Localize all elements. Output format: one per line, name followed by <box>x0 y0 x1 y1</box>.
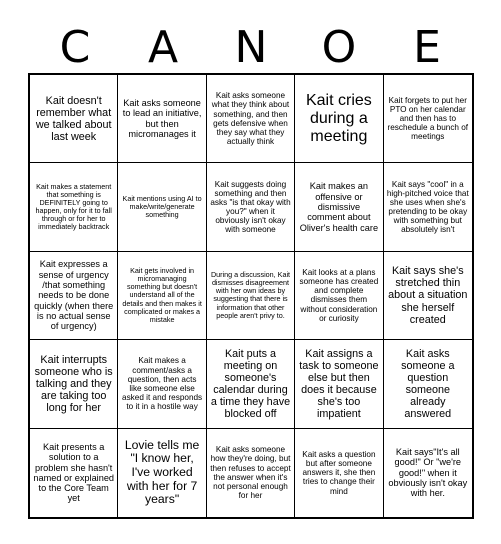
header-letter-n: N <box>234 22 268 73</box>
bingo-header <box>31 22 471 73</box>
bingo-cell[interactable]: Kait makes a statement that something is DEFINITELY going to happen, only for it to fall through or for her to immediately backtrack <box>30 163 118 251</box>
header-letter-a: A <box>147 22 179 73</box>
bingo-cell[interactable]: Kait asks someone to lead an initiative, but then micromanages it <box>118 75 206 163</box>
bingo-cell[interactable]: Kait asks someone what they think about something, and then gets defensive when they say what they actually think <box>207 75 295 163</box>
bingo-board <box>28 73 474 519</box>
bingo-cell[interactable]: Kait says"It's all good!" Or "we're good!" when it obviously isn't okay with her. <box>388 447 468 499</box>
header-letter-e: E <box>413 22 441 73</box>
bingo-cell[interactable]: Kait presents a solution to a problem she hasn't named or explained to the Core Team yet <box>30 429 118 517</box>
bingo-cell[interactable]: Kait says "cool" in a high-pitched voice that she uses when she's pretending to be okay with something but absolutely isn't <box>384 163 472 251</box>
bingo-cell[interactable]: Kait asks someone a question someone already answered <box>384 340 472 428</box>
bingo-cell[interactable]: Kait puts a meeting on someone's calendar during a time they have blocked off <box>207 340 295 428</box>
bingo-cell[interactable]: Kait assigns a task to someone else but then does it because she's too impatient <box>295 340 383 428</box>
bingo-cell[interactable]: Kait asks someone how they're doing, but then refuses to accept the answer when it's not personal enough for her <box>207 429 295 517</box>
bingo-cell[interactable]: Kait looks at a plans someone has created and complete dismisses them without consideration or curiosity <box>295 252 383 340</box>
bingo-cell[interactable]: Kait interrupts someone who is talking and they are taking too long for her <box>30 340 118 428</box>
bingo-cell[interactable]: Kait says she's stretched thin about a situation she herself created <box>384 252 472 340</box>
bingo-cell[interactable]: Kait suggests doing something and then asks "is that okay with you?" when it obviously isn't okay with someone <box>207 163 295 251</box>
bingo-cell[interactable]: Kait makes an offensive or dismissive comment about Oliver's health care <box>295 163 383 251</box>
header-letter-c: C <box>59 22 91 73</box>
bingo-cell[interactable]: Kait expresses a sense of urgency /that something needs to be done quickly (when there is no actual sense of urgency) <box>30 252 118 340</box>
bingo-cell[interactable]: Kait makes a comment/asks a question, then acts like someone else asked it and responds to it in a hostile way <box>118 340 206 428</box>
bingo-cell[interactable]: Kait cries during a meeting <box>295 75 383 163</box>
bingo-cell[interactable]: Kait doesn't remember what we talked about last week <box>30 75 118 163</box>
bingo-cell[interactable]: During a discussion, Kait dismisses disagreement with her own ideas by suggesting that there is information that other people aren't privy to. <box>207 252 295 340</box>
bingo-cell[interactable]: Lovie tells me "I know her, I've worked with her for 7 years" <box>118 429 206 517</box>
bingo-cell[interactable]: Kait asks a question but after someone answers it, she then tries to change their mind <box>295 429 383 517</box>
bingo-cell[interactable]: Kait forgets to put her PTO on her calendar and then has to reschedule a bunch of meetings <box>384 75 472 163</box>
header-letter-o: O <box>321 22 357 73</box>
bingo-cell[interactable]: Kait mentions using AI to make/write/generate something <box>118 163 206 251</box>
bingo-cell[interactable]: Kait gets involved in micromanaging something but doesn't understand all of the details and then makes it complicated or makes a mistake <box>118 252 206 340</box>
